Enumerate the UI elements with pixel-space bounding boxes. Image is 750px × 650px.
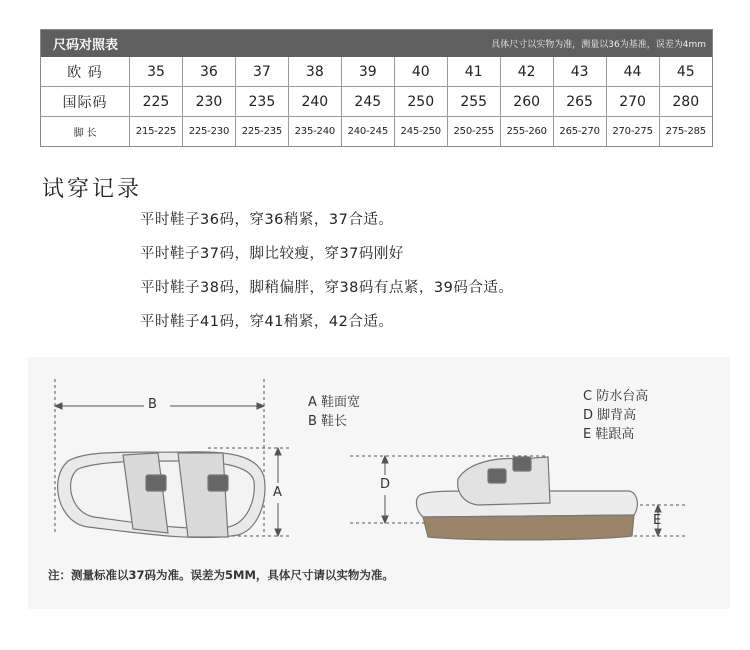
size-chart-title: 尺码对照表 [53, 38, 119, 53]
dim-label-a: A [273, 485, 282, 500]
legend-item: C 防水台高 [583, 389, 649, 404]
size-cell: 36 [182, 57, 235, 87]
legend-right [583, 387, 648, 444]
size-cell: 275-285 [659, 117, 712, 147]
legend-item: A 鞋面宽 [308, 395, 361, 410]
b-arrow-right [257, 403, 264, 409]
size-cell: 270 [606, 87, 659, 117]
legend-item: B 鞋长 [308, 414, 348, 429]
dim-label-d: D [380, 477, 391, 492]
legend-left [308, 393, 360, 431]
e-arrow-bottom [655, 529, 661, 536]
size-cell: 38 [288, 57, 341, 87]
diagram-footnote: 注：测量标准以37码为准。误差为5MM，具体尺寸请以实物为准。 [48, 568, 394, 582]
a-arrow-top [275, 448, 281, 455]
size-cell: 215-225 [130, 117, 183, 147]
size-cell: 245-250 [394, 117, 447, 147]
record-item: 平时鞋子41码，穿41稍紧，42合适。 [140, 314, 394, 330]
size-cell: 225 [130, 87, 183, 117]
size-cell: 265 [553, 87, 606, 117]
size-cell: 235 [235, 87, 288, 117]
size-cell: 42 [500, 57, 553, 87]
size-cell: 44 [606, 57, 659, 87]
legend-item: E 鞋跟高 [583, 427, 635, 442]
size-cell: 230 [182, 87, 235, 117]
d-arrow-top [382, 456, 388, 463]
size-cell: 245 [341, 87, 394, 117]
size-row [41, 57, 712, 87]
d-arrow-bottom [382, 516, 388, 523]
size-cell: 265-270 [553, 117, 606, 147]
record-item: 平时鞋子37码，脚比较瘦，穿37码刚好 [140, 246, 404, 262]
size-row-label: 脚 长 [41, 117, 130, 147]
legend-item: D 脚背高 [583, 408, 637, 423]
size-chart-grid [41, 57, 712, 146]
size-cell: 260 [500, 87, 553, 117]
records-title: 试穿记录 [42, 177, 143, 202]
size-cell: 270-275 [606, 117, 659, 147]
size-cell: 37 [235, 57, 288, 87]
size-chart-header [41, 30, 712, 57]
size-cell: 43 [553, 57, 606, 87]
record-item: 平时鞋子36码，穿36稍紧，37合适。 [140, 212, 394, 228]
size-cell: 35 [130, 57, 183, 87]
size-cell: 255-260 [500, 117, 553, 147]
e-arrow-top [655, 505, 661, 512]
b-arrow-left [55, 403, 62, 409]
measurement-diagram [28, 357, 730, 609]
sandal-top-view [58, 452, 265, 538]
a-arrow-bottom [275, 529, 281, 536]
size-cell: 240-245 [341, 117, 394, 147]
size-chart-table [40, 29, 713, 147]
size-row [41, 117, 712, 147]
dim-label-b: B [148, 397, 157, 412]
size-cell: 39 [341, 57, 394, 87]
records-list [140, 212, 513, 348]
size-cell: 40 [394, 57, 447, 87]
size-row [41, 87, 712, 117]
size-cell: 225-235 [235, 117, 288, 147]
sandal-side-view [416, 457, 637, 540]
size-cell: 225-230 [182, 117, 235, 147]
size-cell: 255 [447, 87, 500, 117]
record-item: 平时鞋子38码，脚稍偏胖，穿38码有点紧，39码合适。 [140, 280, 514, 296]
size-cell: 250 [394, 87, 447, 117]
size-cell: 280 [659, 87, 712, 117]
size-cell: 45 [659, 57, 712, 87]
size-cell: 250-255 [447, 117, 500, 147]
size-chart-note: 具体尺寸以实物为准，测量以36为基准，误差为4mm [491, 40, 706, 50]
size-row-label: 国际码 [41, 87, 130, 117]
size-cell: 235-240 [288, 117, 341, 147]
size-cell: 240 [288, 87, 341, 117]
dim-label-e: E [653, 513, 662, 528]
size-cell: 41 [447, 57, 500, 87]
size-row-label: 欧 码 [41, 57, 130, 87]
